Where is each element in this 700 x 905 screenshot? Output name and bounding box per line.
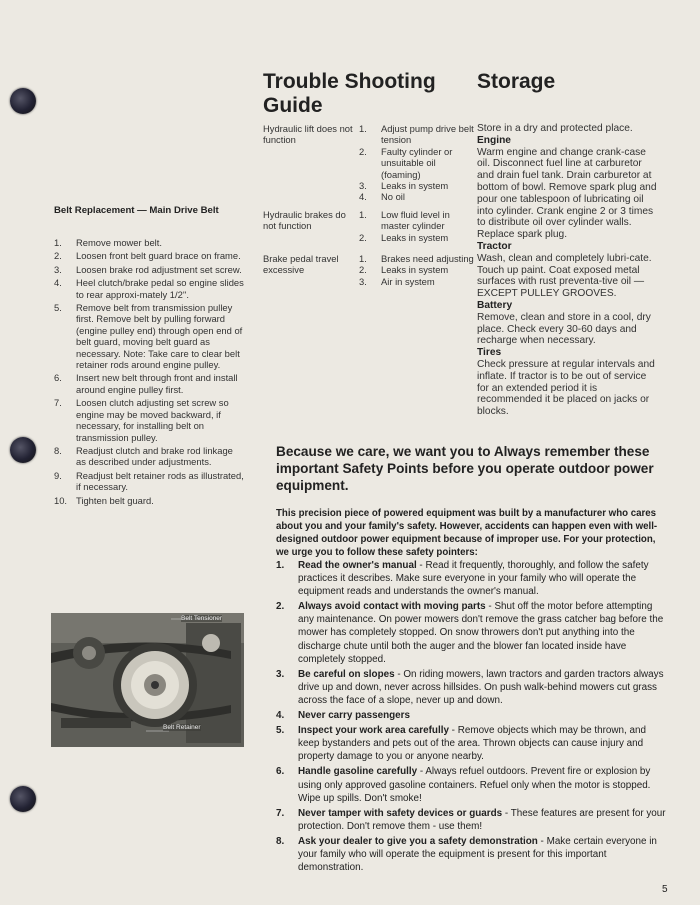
belt-step [54, 397, 244, 443]
storage-subheading: Engine [477, 134, 511, 146]
trouble-solution-number: 2. [359, 264, 367, 276]
storage-intro: Store in a dry and protected place. [477, 123, 633, 134]
trouble-solution-text: Leaks in system [381, 231, 449, 243]
storage-text: Remove, clean and store in a cool, dry place. Check every 30-60 days and recharge when necessary. [477, 311, 651, 347]
binder-hole [10, 88, 36, 114]
trouble-solution-number: 2. [359, 231, 367, 243]
trouble-solution-item [359, 123, 477, 146]
belt-step-text: Loosen front belt guard brace on frame. [76, 250, 241, 262]
storage-section [477, 123, 659, 418]
safety-item [276, 668, 670, 707]
belt-step-number: 9. [54, 469, 62, 481]
trouble-solution-text: Air in system [381, 275, 435, 287]
belt-step [54, 495, 244, 506]
trouble-solution-item [359, 232, 477, 243]
trouble-solution-text: Brakes need adjusting [381, 253, 474, 264]
belt-step-text: Readjust clutch and brake rod linkage as described under adjustments. [76, 444, 233, 468]
trouble-solution-item [359, 264, 477, 275]
trouble-solutions [359, 123, 477, 203]
safety-item-title: Handle gasoline carefully [298, 766, 418, 778]
trouble-solution-item [359, 276, 477, 287]
safety-item-title: Inspect your work area carefully [298, 725, 449, 737]
safety-item-text: - These features are present for your protection. Don't remove them - use them! [298, 807, 666, 832]
safety-pointers-list [276, 559, 670, 876]
belt-step [54, 250, 244, 261]
belt-step [54, 264, 244, 275]
safety-item-number: 8. [276, 835, 285, 847]
belt-photo [51, 613, 244, 747]
belt-step-number: 1. [54, 237, 62, 248]
safety-item-title: Never tamper with safety devices or guards [298, 807, 503, 819]
belt-retainer-label: Belt Retainer [163, 724, 201, 731]
trouble-solutions [359, 253, 477, 287]
belt-step [54, 302, 244, 370]
belt-step-number: 2. [54, 250, 62, 262]
safety-item [276, 600, 670, 665]
safety-item-number: 3. [276, 668, 285, 680]
safety-item-text: - Remove objects which may be thrown, and keep bystanders and pets out of the area. Thrown objects can cause injury and property damage to you or anyone nearby. [298, 725, 646, 763]
belt-step [54, 372, 244, 395]
trouble-solution-text: Leaks in system [381, 180, 449, 192]
trouble-title-line2: Guide [263, 94, 323, 117]
belt-step-text: Insert new belt through front and install around engine pulley first. [76, 372, 238, 395]
storage-text: Warm engine and change crank-case oil. Disconnect fuel line at carburetor and drain fuel tank. Drain carburetor at bottom of bowl. Remove spark plug and pour one tablespoon of lubricating oil into cylinder. Crank engine 2 or 3 times to distribute oil over cylinder walls. Replace spark plug. [477, 146, 657, 241]
trouble-problem: Brake pedal travel excessive [263, 253, 339, 276]
safety-item [276, 807, 670, 833]
trouble-solution-item [359, 253, 477, 264]
trouble-problem: Hydraulic brakes do not function [263, 209, 346, 232]
trouble-title-line1: Trouble Shooting [263, 70, 436, 93]
storage-subheading: Tractor [477, 240, 512, 252]
belt-step-number: 6. [54, 372, 62, 384]
belt-step [54, 470, 244, 493]
belt-step-text: Remove belt from transmission pulley first. Remove belt by pulling forward (engine pulley end) through open end of belt guard, moving belt guard as necessary. Note: Take care to clear belt retainer rods around engine pulley. [76, 302, 243, 371]
storage-subheading: Tires [477, 347, 502, 359]
safety-item-number: 1. [276, 560, 285, 571]
binder-hole [10, 437, 36, 463]
trouble-solution-number: 1. [359, 253, 367, 264]
safety-item [276, 559, 670, 598]
trouble-solution-text: Adjust pump drive belt tension [381, 123, 474, 146]
page-number: 5 [662, 884, 668, 895]
belt-tensioner-label: Belt Tensioner [181, 615, 223, 622]
trouble-solution-number: 4. [359, 191, 367, 203]
safety-intro: This precision piece of powered equipment was built by a manufacturer who cares about you and your family's safety. However, accidents can happen even with well-designed outdoor power equipment because of improper use. For your protection, we urge you to follow these safety pointers: [276, 508, 658, 558]
belt-step-number: 7. [54, 397, 62, 409]
belt-step-number: 8. [54, 444, 62, 456]
safety-item [276, 765, 670, 804]
belt-step [54, 237, 244, 248]
belt-step-number: 3. [54, 263, 62, 275]
trouble-solution-item [359, 180, 477, 191]
safety-item-title: Be careful on slopes [298, 668, 395, 680]
trouble-solution-number: 2. [359, 145, 367, 157]
trouble-problem: Hydraulic lift does not function [263, 123, 353, 146]
belt-replacement-steps [54, 237, 244, 508]
belt-step [54, 445, 244, 468]
storage-text: Wash, clean and completely lubri-cate. Touch up paint. Coat exposed metal surfaces with rust preventa-tive oil — EXCEPT PULLEY GROOVES. [477, 252, 652, 300]
safety-item [276, 724, 670, 763]
safety-item-number: 4. [276, 710, 285, 722]
storage-subheading: Battery [477, 299, 513, 311]
belt-step-text: Tighten belt guard. [76, 494, 154, 506]
storage-text: Check pressure at regular intervals and inflate. If tractor is to be out of service for an extended period it is recommended it be placed on jacks or blocks. [477, 358, 655, 418]
belt-step-text: Remove mower belt. [76, 237, 162, 248]
belt-step-number: 5. [54, 302, 62, 314]
trouble-solution-item [359, 209, 477, 232]
safety-item-number: 7. [276, 807, 285, 819]
belt-step-text: Heel clutch/brake pedal so engine slides to rear approxi-mately 1/2''. [76, 277, 244, 300]
belt-replacement-heading: Belt Replacement — Main Drive Belt [54, 205, 219, 216]
trouble-shooting-title [263, 70, 436, 118]
trouble-solution-number: 1. [359, 209, 367, 220]
safety-item-number: 2. [276, 601, 285, 613]
safety-item-text: - Shut off the motor before attempting any maintenance. On power mowers don't remove the grass catcher bag before the mower has completely stopped. On snow throwers don't put anything into the discharge chute until both the auger and the blower fan located inside have completely stopped. [298, 601, 664, 665]
safety-item-title: Never carry passengers [298, 710, 410, 722]
safety-item [276, 835, 670, 874]
trouble-solution-text: Low fluid level in master cylinder [381, 209, 450, 232]
trouble-solutions [359, 209, 477, 243]
trouble-solution-item [359, 191, 477, 202]
belt-step-text: Readjust belt retainer rods as illustrated, if necessary. [76, 469, 244, 493]
belt-step-text: Loosen brake rod adjustment set screw. [76, 263, 242, 275]
safety-item-text: - On riding mowers, lawn tractors and garden tractors always drive up and down, never across hillsides. On push walk-behind mowers cut grass across the face of a slope, never up and down. [298, 668, 664, 706]
safety-heading: Because we care, we want you to Always remember these important Safety Points before you operate outdoor power equipment. [276, 444, 654, 493]
safety-item-number: 6. [276, 766, 285, 778]
belt-photo-illustration [51, 613, 244, 747]
trouble-solution-text: Faulty cylinder or unsuitable oil (foaming) [381, 145, 453, 180]
safety-item-text: - Read it frequently, thoroughly, and follow the safety practices it describes. Make sure everyone in your family who will operate the equipment reads and understands the owner's manual. [298, 560, 649, 598]
binder-hole [10, 786, 36, 812]
trouble-solution-item [359, 146, 477, 180]
safety-item-title: Read the owner's manual [298, 560, 417, 571]
belt-step-number: 10. [54, 494, 68, 506]
belt-step-text: Loosen clutch adjusting set screw so engine may be moved backward, if necessary, for installing belt on transmission pulley. [76, 397, 229, 443]
safety-item [276, 709, 670, 722]
safety-item-number: 5. [276, 725, 285, 737]
safety-item-title: Ask your dealer to give you a safety demonstration [298, 835, 538, 847]
trouble-solution-text: No oil [381, 191, 405, 203]
safety-item-text: - Always refuel outdoors. Prevent fire or explosion by using only approved gasoline containers. Refuel only when the motor is stopped. Wipe up spills. Don't smoke! [298, 766, 651, 804]
trouble-solution-number: 3. [359, 275, 367, 287]
trouble-solution-number: 1. [359, 123, 367, 134]
trouble-solution-number: 3. [359, 180, 367, 192]
safety-item-text: - Make certain everyone in your family who will operate the equipment is present for this important demonstration. [298, 835, 657, 874]
belt-step-number: 4. [54, 277, 62, 289]
belt-step [54, 277, 244, 300]
safety-item-title: Always avoid contact with moving parts [298, 601, 486, 613]
trouble-solution-text: Leaks in system [381, 264, 449, 276]
storage-title: Storage [477, 70, 556, 93]
